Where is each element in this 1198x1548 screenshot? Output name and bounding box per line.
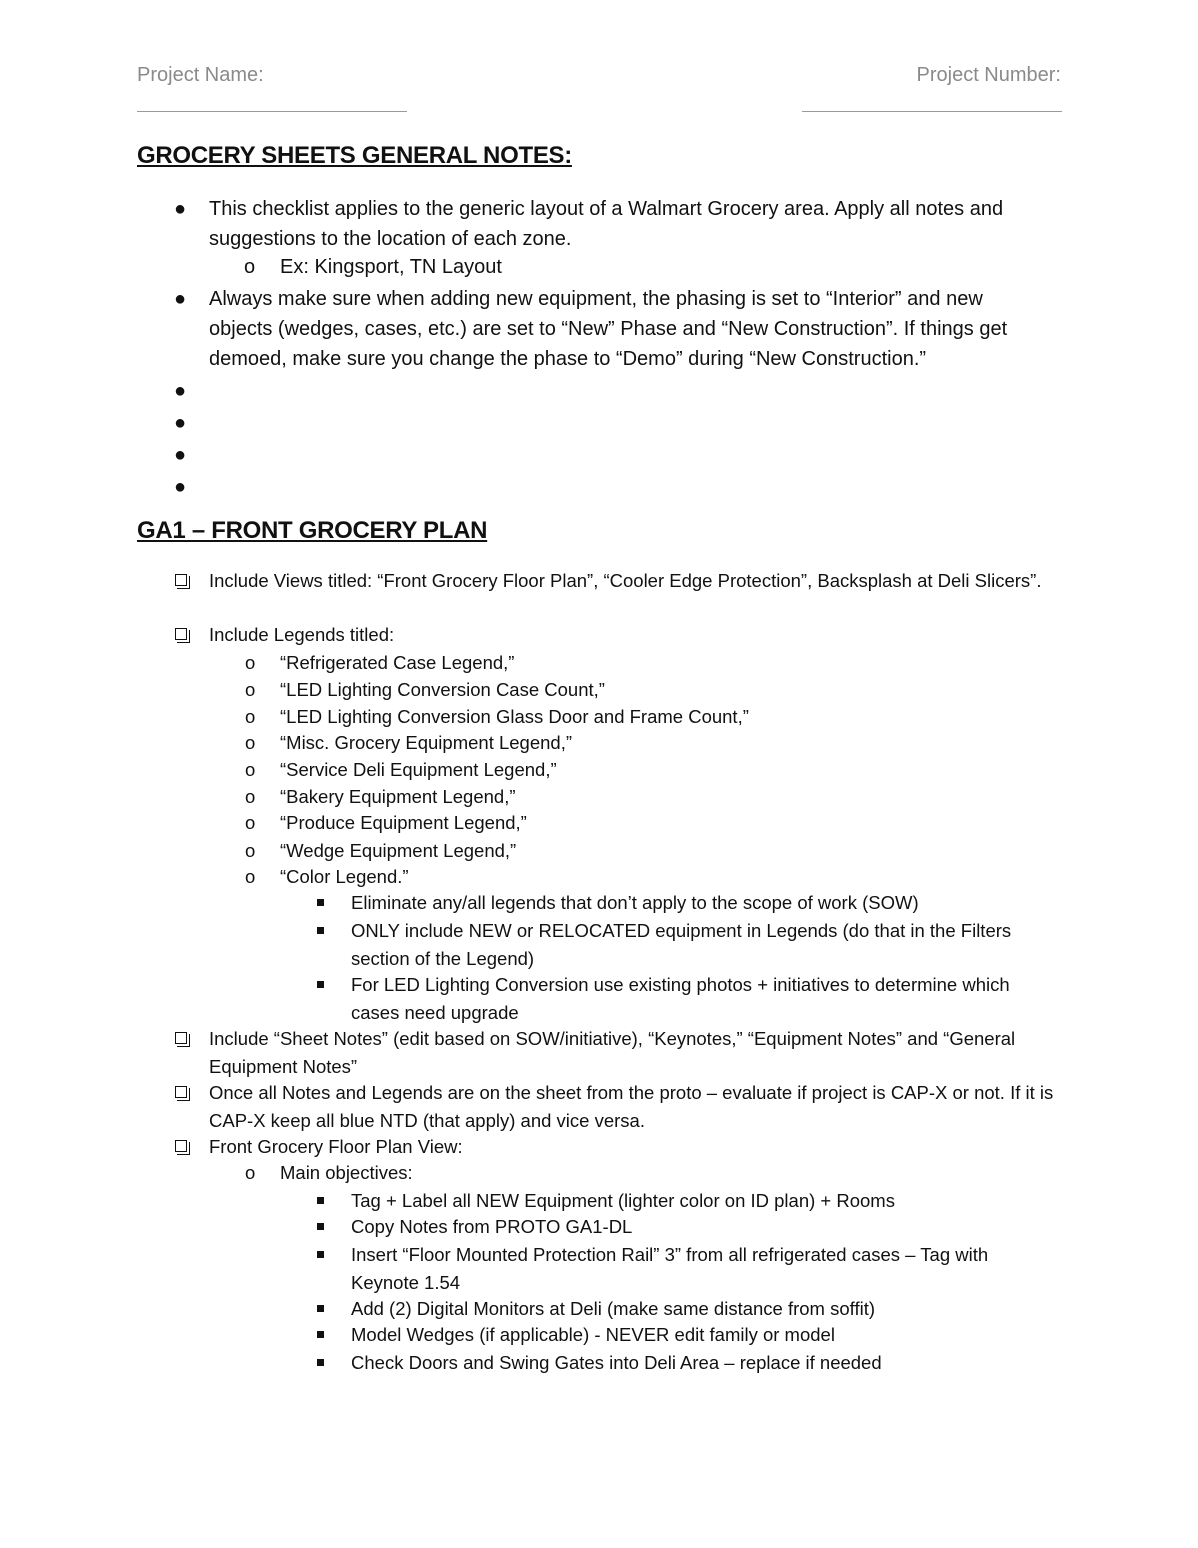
sub-bullet-marker: o bbox=[245, 812, 256, 833]
project-number-underline bbox=[802, 111, 1062, 112]
ga1-heading: GA1 – FRONT GROCERY PLAN bbox=[137, 517, 488, 544]
legend-title: “Bakery Equipment Legend,” bbox=[280, 786, 516, 807]
legend-title: “Produce Equipment Legend,” bbox=[280, 812, 527, 833]
square-bullet-icon bbox=[317, 1223, 324, 1230]
legend-note-text: Eliminate any/all legends that don’t apply to the scope of work (SOW) bbox=[351, 892, 919, 913]
legend-title: “Color Legend.” bbox=[280, 866, 409, 887]
legend-title: “LED Lighting Conversion Glass Door and Frame Count,” bbox=[280, 706, 749, 727]
general-note-text: Always make sure when adding new equipment, the phasing is set to “Interior” and new objects (wedges, cases, etc.) are set to “New” Phase and “New Construction”. If things get demoed, make sure you change the phase to “Demo” during “New Construction.” bbox=[209, 288, 1008, 370]
checkbox-icon[interactable] bbox=[175, 1140, 187, 1152]
square-bullet-icon bbox=[317, 1331, 324, 1338]
checkbox-icon[interactable] bbox=[175, 628, 187, 640]
legend-title: “Service Deli Equipment Legend,” bbox=[280, 759, 557, 780]
project-number-label: Project Number: bbox=[916, 64, 1061, 86]
project-name-label: Project Name: bbox=[137, 64, 264, 86]
sub-bullet-marker: o bbox=[245, 866, 256, 887]
square-bullet-icon bbox=[317, 1197, 324, 1204]
square-bullet-icon bbox=[317, 1305, 324, 1312]
legend-title: “Wedge Equipment Legend,” bbox=[280, 840, 517, 861]
objective-text: Check Doors and Swing Gates into Deli Area – replace if needed bbox=[351, 1352, 882, 1373]
objective-text: Insert “Floor Mounted Protection Rail” 3” from all refrigerated cases – Tag with Keynote 1.54 bbox=[351, 1244, 989, 1293]
objective-text: Add (2) Digital Monitors at Deli (make same distance from soffit) bbox=[351, 1298, 876, 1319]
checkbox-icon[interactable] bbox=[175, 1032, 187, 1044]
sub-bullet-marker: o bbox=[245, 840, 256, 861]
checklist-text: Front Grocery Floor Plan View: bbox=[209, 1136, 463, 1157]
sub-bullet-marker: o bbox=[245, 706, 256, 727]
legend-title: “Refrigerated Case Legend,” bbox=[280, 652, 515, 673]
project-name-underline bbox=[137, 111, 407, 112]
sub-bullet-marker: o bbox=[245, 759, 256, 780]
checklist-text: Include “Sheet Notes” (edit based on SOW/initiative), “Keynotes,” “Equipment Notes” and “General Equipment Notes” bbox=[209, 1028, 1016, 1077]
bullet-marker: ● bbox=[173, 198, 187, 220]
legend-note-text: ONLY include NEW or RELOCATED equipment in Legends (do that in the Filters section of the Legend) bbox=[351, 920, 1012, 969]
objective-text: Model Wedges (if applicable) - NEVER edit family or model bbox=[351, 1324, 835, 1345]
sub-bullet-marker: o bbox=[245, 732, 256, 753]
bullet-marker: ● bbox=[173, 288, 187, 310]
checklist-text: Once all Notes and Legends are on the sheet from the proto – evaluate if project is CAP-X or not. If it is CAP-X keep all blue NTD (that apply) and vice versa. bbox=[209, 1082, 1054, 1131]
square-bullet-icon bbox=[317, 981, 324, 988]
legend-title: “LED Lighting Conversion Case Count,” bbox=[280, 679, 605, 700]
sub-bullet-marker: o bbox=[245, 786, 256, 807]
objective-text: Tag + Label all NEW Equipment (lighter color on ID plan) + Rooms bbox=[351, 1190, 895, 1211]
checklist-text: Include Views titled: “Front Grocery Floor Plan”, “Cooler Edge Protection”, Backsplash at Deli Slicers”. bbox=[209, 570, 1042, 591]
sub-bullet-marker: o bbox=[245, 652, 256, 673]
example-layout-text: Ex: Kingsport, TN Layout bbox=[280, 256, 502, 278]
legend-title: “Misc. Grocery Equipment Legend,” bbox=[280, 732, 573, 753]
square-bullet-icon bbox=[317, 927, 324, 934]
bullet-marker: ● bbox=[173, 412, 187, 434]
checklist-text: Include Legends titled: bbox=[209, 624, 395, 645]
legend-note-text: For LED Lighting Conversion use existing photos + initiatives to determine which cases need upgrade bbox=[351, 974, 1010, 1023]
checkbox-icon[interactable] bbox=[175, 574, 187, 586]
sub-bullet-marker: o bbox=[245, 679, 256, 700]
general-notes-heading: GROCERY SHEETS GENERAL NOTES: bbox=[137, 142, 572, 169]
main-objectives-label: Main objectives: bbox=[280, 1162, 413, 1183]
bullet-marker: ● bbox=[173, 380, 187, 402]
sub-bullet-marker: o bbox=[244, 256, 256, 278]
objective-text: Copy Notes from PROTO GA1-DL bbox=[351, 1216, 633, 1237]
square-bullet-icon bbox=[317, 1251, 324, 1258]
sub-bullet-marker: o bbox=[245, 1162, 256, 1183]
checkbox-icon[interactable] bbox=[175, 1086, 187, 1098]
bullet-marker: ● bbox=[173, 476, 187, 498]
square-bullet-icon bbox=[317, 899, 324, 906]
general-note-text: This checklist applies to the generic layout of a Walmart Grocery area. Apply all notes and suggestions to the location of each zone. bbox=[209, 198, 1004, 250]
bullet-marker: ● bbox=[173, 444, 187, 466]
square-bullet-icon bbox=[317, 1359, 324, 1366]
